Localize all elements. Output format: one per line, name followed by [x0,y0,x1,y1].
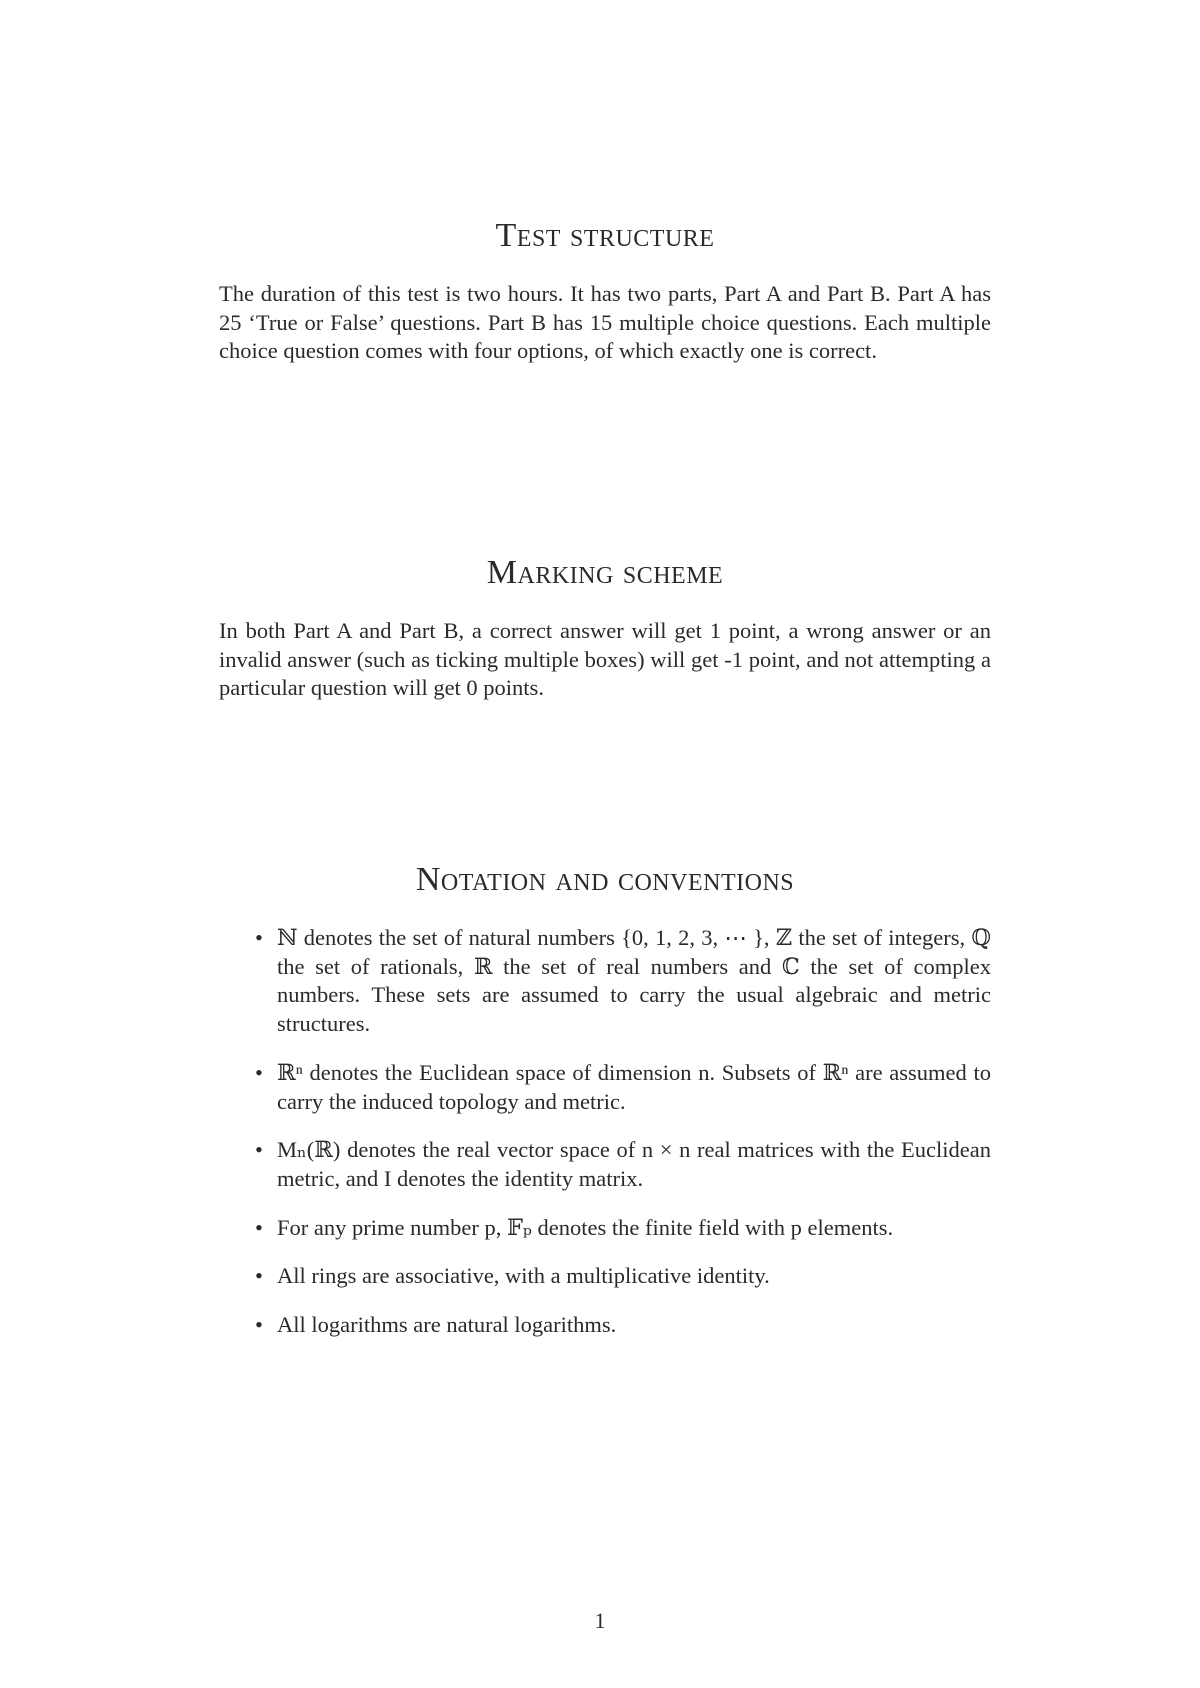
list-item [219,1262,991,1291]
list-item [219,924,991,1039]
test-structure-text: The duration of this test is two hours. It has two parts, Part A and Part B. Part A has 25 ‘True or False’ questions. Part B has 15 multiple choice questions. Each multiple choice question comes with four options, of which exactly one is correct. [219,281,991,364]
list-item-text: All logarithms are natural logarithms. [277,1312,617,1338]
bullet-icon: • [255,1137,263,1163]
bullet-icon: • [255,925,263,950]
test-structure-section [219,216,991,366]
list-item [219,1311,991,1340]
bullet-icon: • [255,1312,263,1338]
marking-scheme-section [219,553,991,703]
list-item-text: ℕ denotes the set of natural numbers {0, 1, 2, 3, ⋯ }, ℤ the set of integers, ℚ the set of rationals, ℝ the set of real numbers and ℂ the set of complex numbers. These sets are assumed to carry the usual algebraic and metric structures. [277,925,991,1037]
notation-section [219,860,991,1360]
bullet-icon: • [255,1059,263,1085]
list-item [219,1059,991,1116]
list-item-text: All rings are associative, with a multiplicative identity. [277,1263,770,1289]
list-item-text: ℝⁿ denotes the Euclidean space of dimension n. Subsets of ℝⁿ are assumed to carry the induced topology and metric. [277,1059,991,1114]
notation-heading: Notation and conventions [415,861,795,898]
list-item [219,1136,991,1193]
list-item-text: Mₙ(ℝ) denotes the real vector space of n × n real matrices with the Euclidean metric, and I denotes the identity matrix. [277,1137,991,1191]
bullet-icon: • [255,1214,263,1240]
list-item-text: For any prime number p, 𝔽ₚ denotes the finite field with p elements. [277,1214,894,1240]
notation-list [219,924,991,1340]
marking-scheme-heading: Marking scheme [486,554,724,591]
page-number: 1 [594,1608,606,1633]
test-structure-heading: Test structure [495,217,715,254]
list-item [219,1214,991,1243]
marking-scheme-text: In both Part A and Part B, a correct answer will get 1 point, a wrong answer or an invalid answer (such as ticking multiple boxes) will get -1 point, and not attempting a particular question will get 0 points. [219,618,991,701]
bullet-icon: • [255,1263,263,1289]
